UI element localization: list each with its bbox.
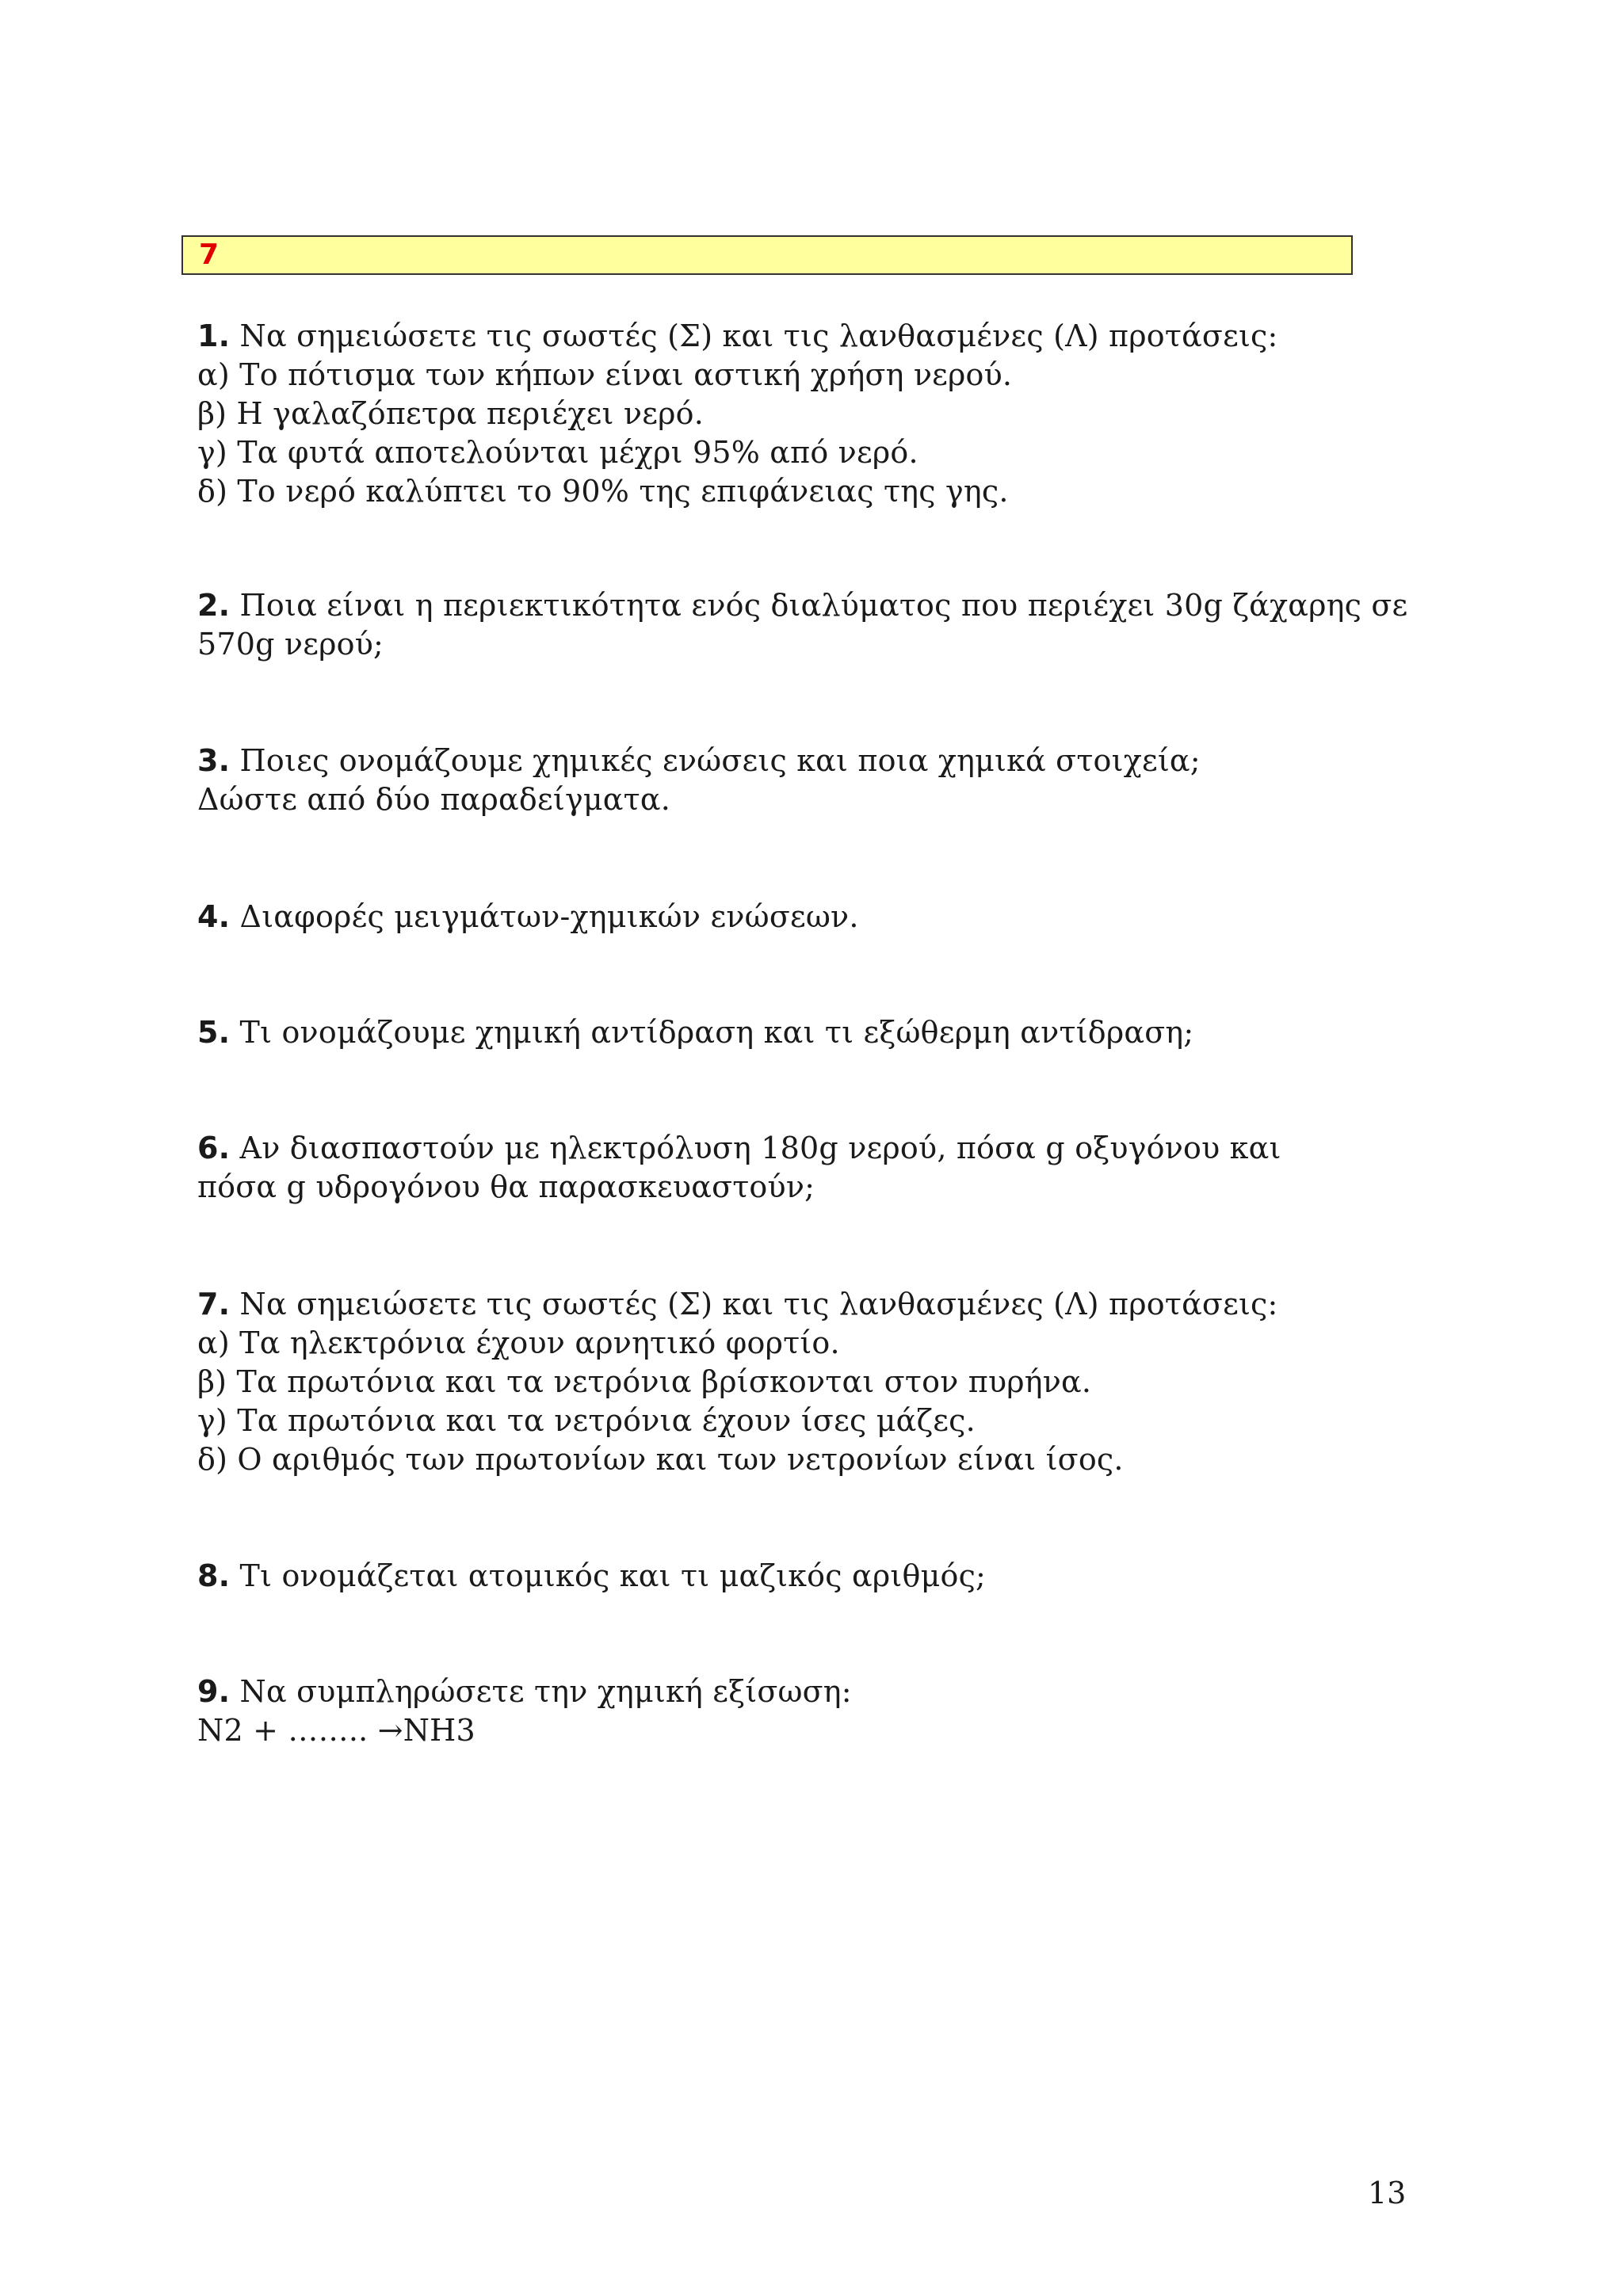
question-1-text: Να σημειώσετε τις σωστές (Σ) και τις λανθασμένες (Λ) προτάσεις:	[230, 318, 1278, 353]
question-2	[197, 586, 1434, 664]
question-4-number: 4.	[197, 899, 231, 934]
question-1-statement-b: β) Η γαλαζόπετρα περιέχει νερό.	[197, 396, 705, 431]
question-9-equation: N2 + …….. →NH3	[197, 1713, 475, 1748]
question-6	[197, 1129, 1434, 1207]
question-7-prompt	[197, 1285, 1434, 1324]
question-7-statement-b: β) Τα πρωτόνια και τα νετρόνια βρίσκονται στον πυρήνα.	[197, 1364, 1092, 1399]
question-1-statement-d: δ) Το νερό καλύπτει το 90% της επιφάνειας της γης.	[197, 474, 1009, 509]
question-9-text: Να συμπληρώσετε την χημική εξίσωση:	[230, 1674, 852, 1709]
question-8-number: 8.	[197, 1558, 231, 1593]
question-2-text: Ποια είναι η περιεκτικότητα ενός διαλύματος που περιέχει 30g ζάχαρης σε	[230, 588, 1408, 623]
question-1-statement-a: α) Το πότισμα των κήπων είναι αστική χρήση νερού.	[197, 357, 1013, 392]
question-2-number: 2.	[197, 588, 231, 623]
question-6-prompt	[197, 1129, 1434, 1168]
question-9-number: 9.	[197, 1674, 231, 1709]
question-3-text: Ποιες ονομάζουμε χημικές ενώσεις και ποια χημικά στοιχεία;	[230, 743, 1201, 778]
question-2-continuation: 570g νερού;	[197, 627, 384, 662]
question-3-continuation: Δώστε από δύο παραδείγματα.	[197, 782, 671, 817]
page-number: 13	[1368, 2176, 1407, 2210]
question-5-number: 5.	[197, 1015, 231, 1050]
question-3	[197, 742, 1434, 819]
question-4	[197, 898, 1434, 936]
question-5	[197, 1013, 1434, 1052]
question-1	[197, 317, 1434, 511]
question-7	[197, 1285, 1434, 1479]
question-5-text: Τι ονομάζουμε χημική αντίδραση και τι εξώθερμη αντίδραση;	[230, 1015, 1194, 1050]
section-banner	[181, 235, 1353, 275]
question-6-text: Αν διασπαστούν με ηλεκτρόλυση 180g νερού, πόσα g οξυγόνου και	[230, 1131, 1281, 1165]
question-1-prompt	[197, 317, 1434, 356]
question-3-prompt	[197, 742, 1434, 780]
question-2-prompt	[197, 586, 1434, 625]
question-7-statement-d: δ) Ο αριθμός των πρωτονίων και των νετρονίων είναι ίσος.	[197, 1442, 1124, 1477]
question-4-text: Διαφορές μειγμάτων-χημικών ενώσεων.	[230, 899, 859, 934]
question-7-statement-c: γ) Τα πρωτόνια και τα νετρόνια έχουν ίσες μάζες.	[197, 1403, 976, 1438]
question-6-number: 6.	[197, 1131, 231, 1165]
question-1-statement-c: γ) Τα φυτά αποτελούνται μέχρι 95% από νερό.	[197, 435, 918, 470]
section-number: 7	[199, 238, 220, 271]
question-9-prompt	[197, 1672, 1434, 1711]
question-6-continuation: πόσα g υδρογόνου θα παρασκευαστούν;	[197, 1169, 815, 1204]
question-5-prompt	[197, 1013, 1434, 1052]
question-8	[197, 1557, 1434, 1596]
question-4-prompt	[197, 898, 1434, 936]
question-8-text: Τι ονομάζεται ατομικός και τι μαζικός αριθμός;	[230, 1558, 987, 1593]
question-7-statement-a: α) Τα ηλεκτρόνια έχουν αρνητικό φορτίο.	[197, 1325, 840, 1360]
question-7-text: Να σημειώσετε τις σωστές (Σ) και τις λανθασμένες (Λ) προτάσεις:	[230, 1287, 1278, 1322]
question-1-number: 1.	[197, 318, 231, 353]
question-3-number: 3.	[197, 743, 231, 778]
question-8-prompt	[197, 1557, 1434, 1596]
question-9	[197, 1672, 1434, 1750]
question-7-number: 7.	[197, 1287, 231, 1322]
